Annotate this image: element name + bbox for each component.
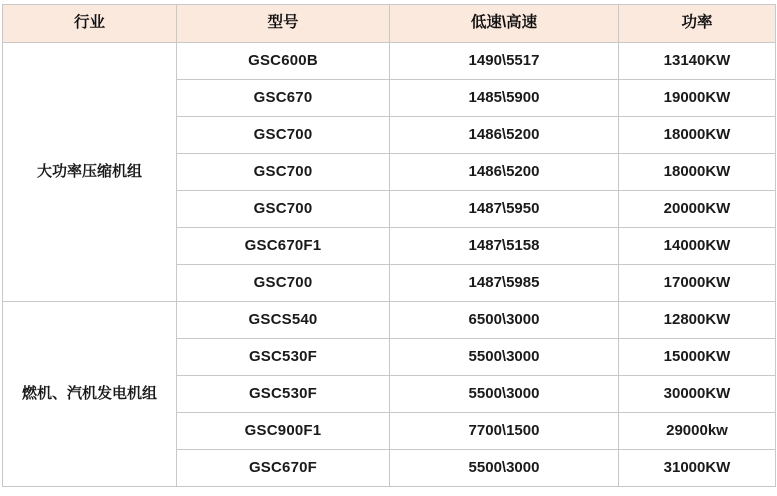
- model-value: GSC530F: [177, 339, 390, 376]
- speed-value: 1490\5517: [390, 43, 619, 80]
- model-value: GSC700: [177, 117, 390, 154]
- power-value: 30000KW: [619, 376, 776, 413]
- speed-value: 5500\3000: [390, 450, 619, 487]
- group-label-generator: 燃机、汽机发电机组: [3, 302, 177, 487]
- specification-table: [2, 4, 776, 487]
- speed-value: 1485\5900: [390, 80, 619, 117]
- column-header-industry: 行业: [3, 5, 177, 43]
- power-value: 31000KW: [619, 450, 776, 487]
- power-value: 13140KW: [619, 43, 776, 80]
- table-row: [3, 43, 776, 80]
- speed-value: 1487\5950: [390, 191, 619, 228]
- speed-value: 1487\5158: [390, 228, 619, 265]
- model-value: GSC530F: [177, 376, 390, 413]
- column-header-model: 型号: [177, 5, 390, 43]
- model-value: GSC670F: [177, 450, 390, 487]
- power-value: 18000KW: [619, 117, 776, 154]
- table-body: [3, 43, 776, 487]
- model-value: GSC700: [177, 154, 390, 191]
- model-value: GSC700: [177, 265, 390, 302]
- model-value: GSC670: [177, 80, 390, 117]
- model-value: GSC670F1: [177, 228, 390, 265]
- table-row: [3, 302, 776, 339]
- model-value: GSC900F1: [177, 413, 390, 450]
- speed-value: 1486\5200: [390, 117, 619, 154]
- speed-value: 1487\5985: [390, 265, 619, 302]
- power-value: 15000KW: [619, 339, 776, 376]
- power-value: 18000KW: [619, 154, 776, 191]
- model-value: GSC700: [177, 191, 390, 228]
- column-header-power: 功率: [619, 5, 776, 43]
- speed-value: 5500\3000: [390, 339, 619, 376]
- speed-value: 6500\3000: [390, 302, 619, 339]
- power-value: 19000KW: [619, 80, 776, 117]
- power-value: 17000KW: [619, 265, 776, 302]
- model-value: GSCS540: [177, 302, 390, 339]
- table-header: [3, 5, 776, 43]
- model-value: GSC600B: [177, 43, 390, 80]
- power-value: 14000KW: [619, 228, 776, 265]
- speed-value: 7700\1500: [390, 413, 619, 450]
- power-value: 12800KW: [619, 302, 776, 339]
- column-header-speed: 低速\高速: [390, 5, 619, 43]
- speed-value: 5500\3000: [390, 376, 619, 413]
- speed-value: 1486\5200: [390, 154, 619, 191]
- group-label-compressor: 大功率压缩机组: [3, 43, 177, 302]
- power-value: 29000kw: [619, 413, 776, 450]
- power-value: 20000KW: [619, 191, 776, 228]
- table-header-row: [3, 5, 776, 43]
